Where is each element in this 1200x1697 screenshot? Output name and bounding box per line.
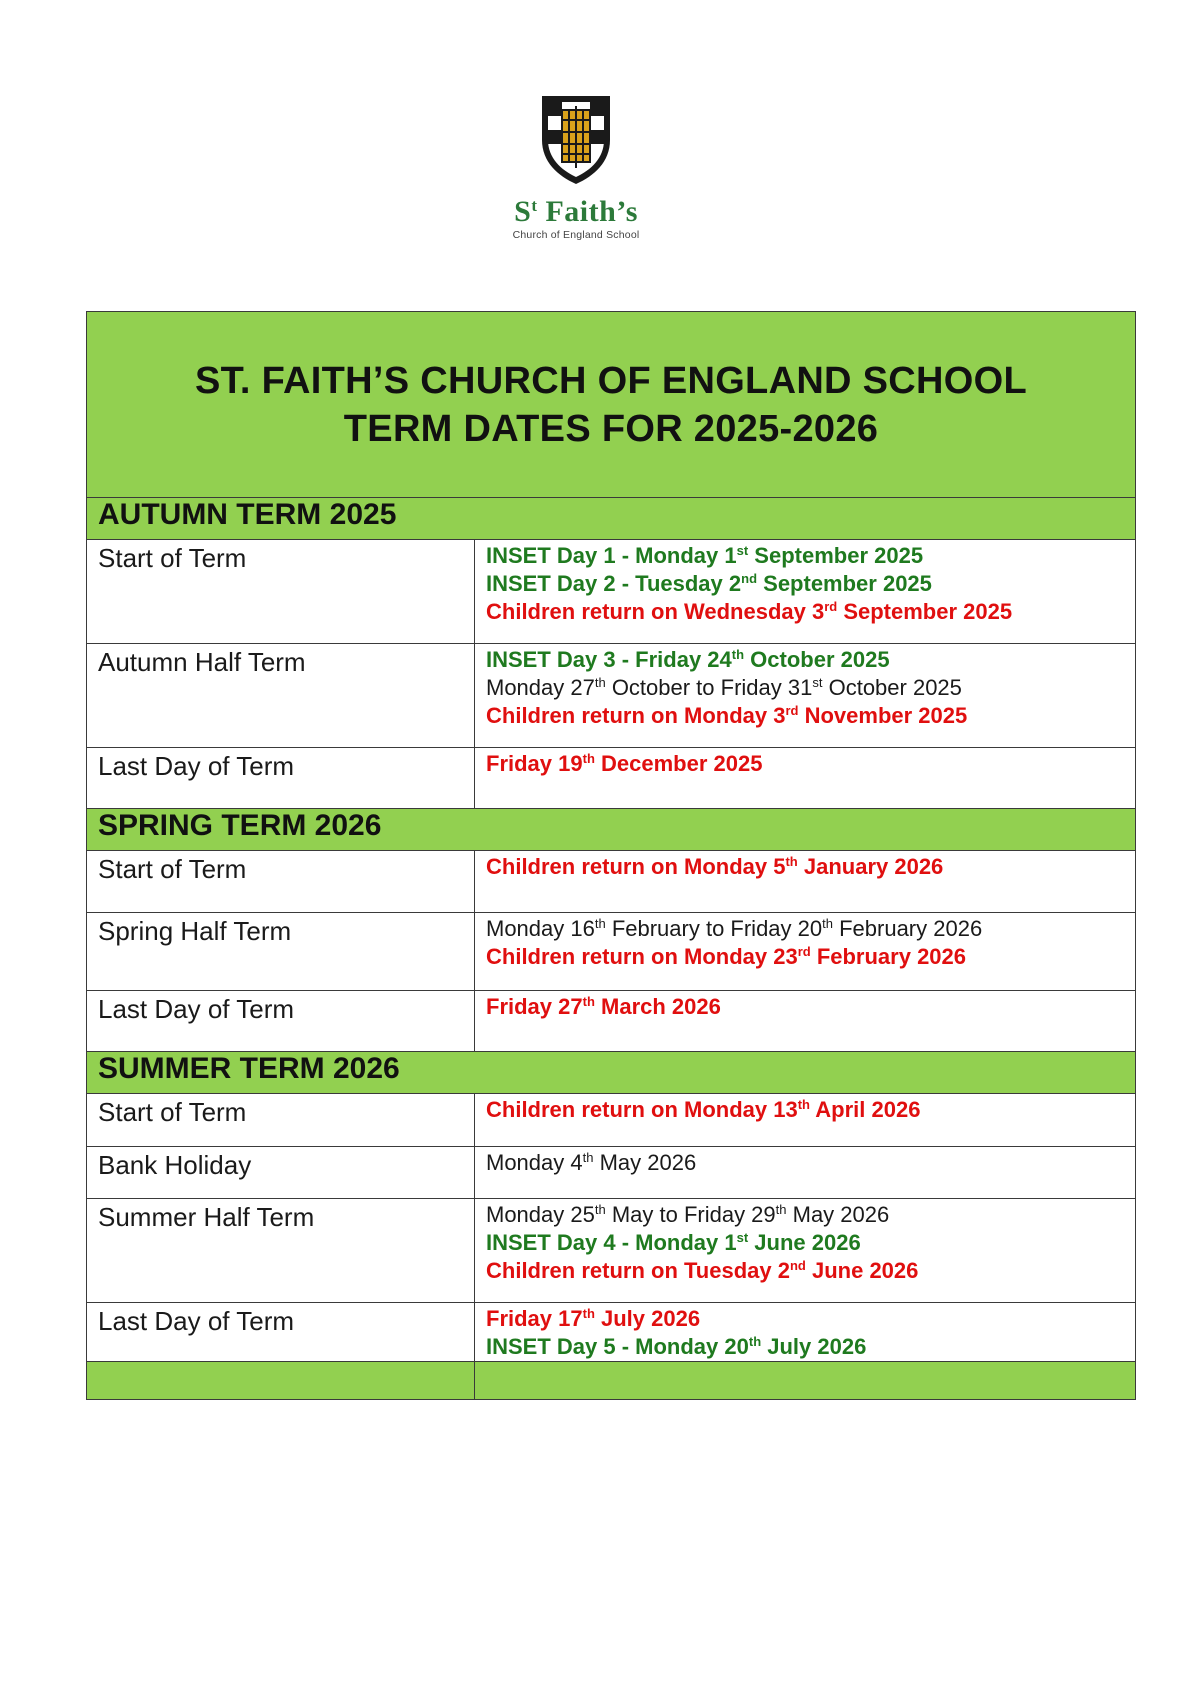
- date-line: [486, 542, 1124, 570]
- date-text: Friday 19: [486, 751, 583, 776]
- ordinal-suffix: rd: [797, 944, 811, 959]
- footer-cell: [475, 1362, 1136, 1400]
- row-label: Start of Term: [87, 1094, 475, 1147]
- ordinal-suffix: th: [582, 751, 595, 766]
- date-text: INSET Day 4 - Monday 1: [486, 1230, 737, 1255]
- date-text: INSET Day 2 - Tuesday 2: [486, 571, 742, 596]
- table-row: [87, 991, 1136, 1052]
- date-text: Children return on Monday 5: [486, 854, 786, 879]
- date-text: Monday 27: [486, 675, 595, 700]
- term-heading: SPRING TERM 2026: [87, 809, 1136, 851]
- ordinal-suffix: rd: [824, 599, 838, 614]
- date-text: February 2026: [832, 916, 983, 941]
- row-dates: [475, 991, 1136, 1052]
- date-text: May to Friday 29: [605, 1202, 776, 1227]
- ordinal-suffix: nd: [741, 571, 758, 586]
- term-heading: SUMMER TERM 2026: [87, 1052, 1136, 1094]
- date-text: June 2026: [805, 1258, 919, 1283]
- school-crest-icon: [538, 92, 614, 187]
- ordinal-suffix: th: [594, 916, 606, 931]
- date-text: July 2026: [594, 1306, 701, 1331]
- date-text: INSET Day 1 - Monday 1: [486, 543, 737, 568]
- row-dates: [475, 540, 1136, 644]
- row-dates: [475, 1303, 1136, 1362]
- table-row: [87, 644, 1136, 748]
- ordinal-suffix: rd: [785, 703, 799, 718]
- date-line: [486, 646, 1124, 674]
- row-label: Autumn Half Term: [87, 644, 475, 748]
- logo-subtitle: Church of England School: [512, 229, 640, 241]
- date-line: [486, 993, 1124, 1021]
- ordinal-suffix: th: [822, 916, 833, 931]
- ordinal-suffix: st: [736, 543, 749, 558]
- row-label: Bank Holiday: [87, 1147, 475, 1199]
- page-title: [87, 357, 1135, 453]
- date-text: Children return on Monday 13: [486, 1097, 798, 1122]
- footer-cell: [87, 1362, 475, 1400]
- row-label: Spring Half Term: [87, 913, 475, 991]
- date-line: [486, 943, 1124, 971]
- term-heading: AUTUMN TERM 2025: [87, 498, 1136, 540]
- date-line: [486, 702, 1124, 730]
- date-line: [486, 674, 1124, 702]
- ordinal-suffix: th: [731, 647, 745, 662]
- date-line: [486, 1149, 1124, 1177]
- date-text: October to Friday 31: [605, 675, 813, 700]
- date-text: September 2025: [748, 543, 924, 568]
- date-line: [486, 750, 1124, 778]
- table-row: [87, 913, 1136, 991]
- ordinal-suffix: th: [594, 675, 606, 690]
- date-text: September 2025: [837, 599, 1013, 624]
- table-row: [87, 748, 1136, 809]
- date-text: January 2026: [797, 854, 944, 879]
- date-text: October 2025: [822, 675, 962, 700]
- ordinal-suffix: th: [582, 1150, 594, 1165]
- table-row: [87, 1147, 1136, 1199]
- row-label: Last Day of Term: [87, 991, 475, 1052]
- date-text: Monday 4: [486, 1150, 583, 1175]
- date-text: Children return on Monday 23: [486, 944, 798, 969]
- date-line: [486, 1096, 1124, 1124]
- date-text: October 2025: [744, 647, 890, 672]
- ordinal-suffix: th: [775, 1202, 787, 1217]
- school-logo: [472, 82, 680, 262]
- date-text: INSET Day 3 - Friday 24: [486, 647, 732, 672]
- date-text: Children return on Tuesday 2: [486, 1258, 790, 1283]
- title-row: [87, 312, 1136, 498]
- row-dates: [475, 1199, 1136, 1303]
- term-dates-table: [86, 311, 1136, 1400]
- date-line: [486, 1257, 1124, 1285]
- table-row: [87, 540, 1136, 644]
- ordinal-suffix: th: [785, 854, 798, 869]
- ordinal-suffix: st: [812, 675, 823, 690]
- row-dates: [475, 913, 1136, 991]
- date-line: [486, 1333, 1124, 1361]
- date-text: May 2026: [786, 1202, 890, 1227]
- date-text: December 2025: [594, 751, 763, 776]
- ordinal-suffix: th: [748, 1334, 762, 1349]
- date-text: February to Friday 20: [605, 916, 823, 941]
- table-row: [87, 851, 1136, 913]
- title-cell: [87, 312, 1136, 498]
- date-line: [486, 570, 1124, 598]
- ordinal-suffix: th: [582, 1306, 595, 1321]
- ordinal-suffix: th: [797, 1097, 810, 1112]
- date-text: March 2026: [594, 994, 721, 1019]
- date-text: May 2026: [593, 1150, 697, 1175]
- term-heading-row: [87, 1052, 1136, 1094]
- date-text: Children return on Wednesday 3: [486, 599, 825, 624]
- date-text: June 2026: [748, 1230, 861, 1255]
- date-text: Monday 25: [486, 1202, 595, 1227]
- row-dates: [475, 1094, 1136, 1147]
- row-label: Start of Term: [87, 851, 475, 913]
- date-text: September 2025: [757, 571, 932, 596]
- ordinal-suffix: th: [582, 994, 595, 1009]
- date-text: February 2026: [810, 944, 967, 969]
- date-text: Monday 16: [486, 916, 595, 941]
- logo-school-name: $S^t$ Faith’s: [514, 195, 638, 228]
- ordinal-suffix: th: [594, 1202, 606, 1217]
- term-heading-row: [87, 498, 1136, 540]
- date-text: Children return on Monday 3: [486, 703, 786, 728]
- title-line-1: ST. FAITH’S CHURCH OF ENGLAND SCHOOL: [194, 359, 1028, 402]
- footer-row: [87, 1362, 1136, 1400]
- date-text: April 2026: [809, 1097, 921, 1122]
- date-text: July 2026: [761, 1334, 867, 1359]
- date-line: [486, 1229, 1124, 1257]
- title-line-2: TERM DATES FOR 2025-2026: [343, 407, 879, 450]
- date-line: [486, 1305, 1124, 1333]
- row-label: Summer Half Term: [87, 1199, 475, 1303]
- row-label: Last Day of Term: [87, 1303, 475, 1362]
- date-text: November 2025: [798, 703, 968, 728]
- row-label: Start of Term: [87, 540, 475, 644]
- ordinal-suffix: st: [736, 1230, 749, 1245]
- ordinal-suffix: nd: [789, 1258, 806, 1273]
- row-label: Last Day of Term: [87, 748, 475, 809]
- table-row: [87, 1199, 1136, 1303]
- row-dates: [475, 851, 1136, 913]
- date-line: [486, 915, 1124, 943]
- table-row: [87, 1094, 1136, 1147]
- row-dates: [475, 644, 1136, 748]
- date-text: Friday 17: [486, 1306, 583, 1331]
- row-dates: [475, 748, 1136, 809]
- date-line: [486, 1201, 1124, 1229]
- date-line: [486, 598, 1124, 626]
- date-text: INSET Day 5 - Monday 20: [486, 1334, 749, 1359]
- row-dates: [475, 1147, 1136, 1199]
- date-text: Friday 27: [486, 994, 583, 1019]
- table-row: [87, 1303, 1136, 1362]
- term-heading-row: [87, 809, 1136, 851]
- date-line: [486, 853, 1124, 881]
